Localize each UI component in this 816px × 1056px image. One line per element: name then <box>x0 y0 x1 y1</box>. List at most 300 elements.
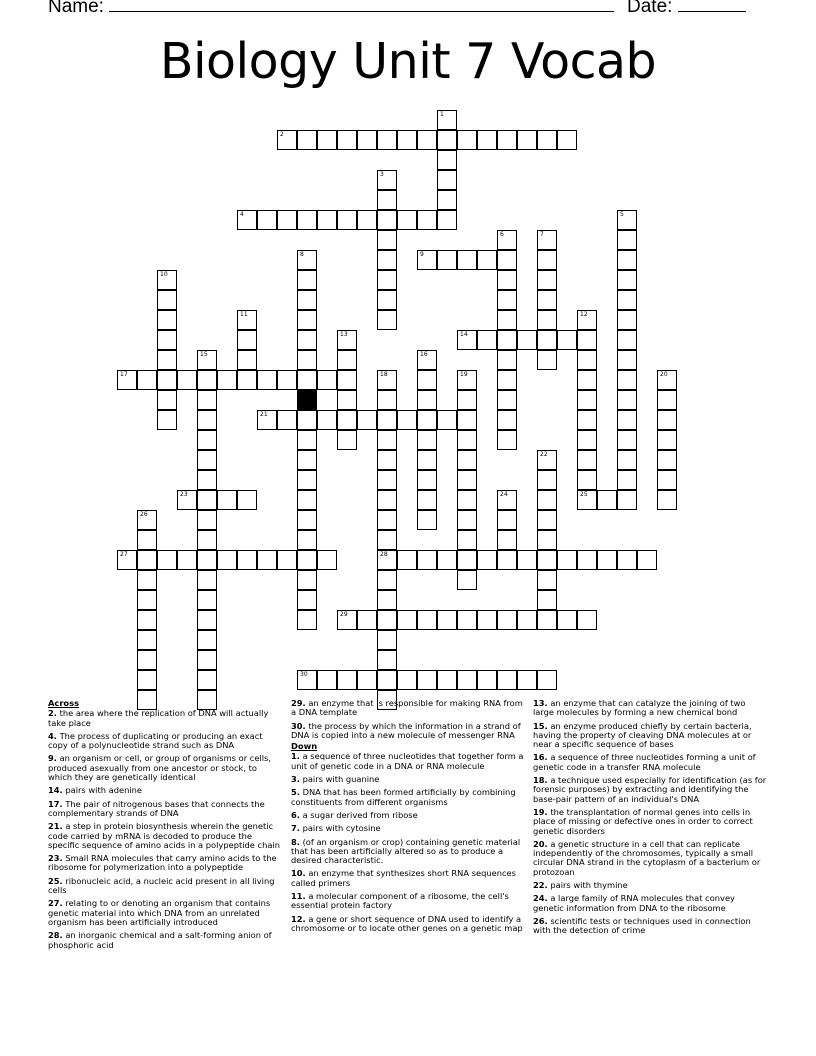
grid-cell[interactable] <box>577 550 597 570</box>
grid-cell[interactable] <box>597 490 617 510</box>
grid-cell[interactable] <box>137 530 157 550</box>
grid-cell[interactable] <box>157 410 177 430</box>
clue-item <box>291 838 524 866</box>
grid-cell[interactable] <box>377 410 397 430</box>
grid-cell[interactable] <box>297 490 317 510</box>
grid-cell[interactable] <box>617 210 637 230</box>
grid-cell[interactable] <box>377 390 397 410</box>
grid-cell[interactable] <box>457 370 477 390</box>
grid-cell[interactable] <box>417 610 437 630</box>
grid-cell[interactable] <box>137 610 157 630</box>
grid-cell[interactable] <box>417 670 437 690</box>
grid-cell[interactable] <box>537 530 557 550</box>
grid-cell[interactable] <box>657 410 677 430</box>
grid-cell[interactable] <box>437 670 457 690</box>
grid-cell[interactable] <box>137 630 157 650</box>
grid-cell[interactable] <box>437 610 457 630</box>
grid-cell[interactable] <box>617 490 637 510</box>
clues-column-1 <box>48 699 283 954</box>
grid-cell[interactable] <box>437 130 457 150</box>
clue-number: 10. <box>291 868 306 879</box>
grid-cell[interactable] <box>337 410 357 430</box>
grid-cell[interactable] <box>377 590 397 610</box>
grid-cell[interactable] <box>437 190 457 210</box>
grid-cell[interactable] <box>377 610 397 630</box>
grid-cell[interactable] <box>557 610 577 630</box>
grid-cell[interactable] <box>417 550 437 570</box>
grid-cell[interactable] <box>617 330 637 350</box>
grid-cell[interactable] <box>297 590 317 610</box>
grid-cell[interactable] <box>337 370 357 390</box>
grid-cell[interactable] <box>197 590 217 610</box>
clue-item <box>48 732 283 751</box>
grid-cell[interactable] <box>437 170 457 190</box>
grid-cell[interactable] <box>377 310 397 330</box>
grid-cell[interactable] <box>497 130 517 150</box>
grid-cell[interactable] <box>617 290 637 310</box>
grid-cell[interactable] <box>497 330 517 350</box>
cell-number: 27 <box>120 551 128 558</box>
grid-cell[interactable] <box>277 550 297 570</box>
clue-text: a sequence of three nucleotides that together form a unit of genetic code in a DNA or RNA molecule <box>291 751 524 771</box>
grid-cell[interactable] <box>137 670 157 690</box>
grid-cell[interactable] <box>157 270 177 290</box>
clue-item <box>48 754 283 782</box>
grid-cell[interactable] <box>297 250 317 270</box>
grid-cell[interactable] <box>197 610 217 630</box>
grid-cell[interactable] <box>237 310 257 330</box>
grid-cell[interactable] <box>497 370 517 390</box>
grid-cell[interactable] <box>417 430 437 450</box>
grid-cell[interactable] <box>157 370 177 390</box>
grid-cell[interactable] <box>397 130 417 150</box>
grid-cell[interactable] <box>157 550 177 570</box>
grid-cell[interactable] <box>417 450 437 470</box>
grid-cell[interactable] <box>577 330 597 350</box>
grid-cell[interactable] <box>577 370 597 390</box>
grid-cell[interactable] <box>577 310 597 330</box>
grid-cell[interactable] <box>417 510 437 530</box>
grid-cell[interactable] <box>537 510 557 530</box>
grid-cell[interactable] <box>297 510 317 530</box>
grid-cell[interactable] <box>617 350 637 370</box>
grid-cell[interactable] <box>617 550 637 570</box>
grid-cell[interactable] <box>477 550 497 570</box>
grid-cell[interactable] <box>137 510 157 530</box>
grid-cell[interactable] <box>237 210 257 230</box>
grid-cell[interactable] <box>457 470 477 490</box>
grid-cell[interactable] <box>157 290 177 310</box>
clue-text: an enzyme that can catalyze the joining of two large molecules by forming a new chemical bond <box>533 698 746 718</box>
grid-cell[interactable] <box>297 130 317 150</box>
grid-cell[interactable] <box>197 510 217 530</box>
grid-cell[interactable] <box>457 410 477 430</box>
grid-cell[interactable] <box>457 530 477 550</box>
grid-cell[interactable] <box>617 270 637 290</box>
grid-cell[interactable] <box>337 350 357 370</box>
grid-cell[interactable] <box>357 610 377 630</box>
clue-number: 14. <box>48 785 63 796</box>
grid-cell[interactable] <box>237 490 257 510</box>
grid-cell[interactable] <box>437 150 457 170</box>
grid-cell[interactable] <box>477 130 497 150</box>
grid-cell[interactable] <box>437 550 457 570</box>
grid-cell[interactable] <box>317 410 337 430</box>
clue-item <box>291 824 524 833</box>
grid-cell[interactable] <box>217 490 237 510</box>
grid-cell[interactable] <box>277 130 297 150</box>
grid-cell[interactable] <box>537 250 557 270</box>
grid-cell[interactable] <box>497 310 517 330</box>
grid-cell[interactable] <box>137 370 157 390</box>
grid-cell[interactable] <box>417 490 437 510</box>
grid-cell[interactable] <box>197 650 217 670</box>
grid-cell[interactable] <box>277 370 297 390</box>
grid-cell[interactable] <box>617 410 637 430</box>
grid-cell[interactable] <box>657 490 677 510</box>
grid-cell[interactable] <box>497 350 517 370</box>
grid-cell[interactable] <box>457 330 477 350</box>
grid-cell[interactable] <box>237 350 257 370</box>
grid-cell[interactable] <box>457 510 477 530</box>
grid-cell[interactable] <box>397 210 417 230</box>
grid-cell[interactable] <box>537 570 557 590</box>
grid-cell[interactable] <box>357 670 377 690</box>
grid-cell[interactable] <box>457 610 477 630</box>
grid-cell[interactable] <box>237 370 257 390</box>
grid-cell[interactable] <box>377 230 397 250</box>
grid-cell[interactable] <box>437 210 457 230</box>
grid-cell[interactable] <box>577 410 597 430</box>
grid-cell[interactable] <box>377 510 397 530</box>
grid-cell[interactable] <box>377 370 397 390</box>
grid-cell[interactable] <box>597 550 617 570</box>
cell-number: 7 <box>540 231 544 238</box>
grid-cell[interactable] <box>217 370 237 390</box>
grid-cell[interactable] <box>157 330 177 350</box>
grid-cell[interactable] <box>377 670 397 690</box>
grid-cell[interactable] <box>197 350 217 370</box>
grid-cell[interactable] <box>197 430 217 450</box>
grid-cell[interactable] <box>537 290 557 310</box>
grid-cell[interactable] <box>397 410 417 430</box>
grid-cell[interactable] <box>377 290 397 310</box>
grid-cell[interactable] <box>377 530 397 550</box>
cell-number: 6 <box>500 231 504 238</box>
grid-cell[interactable] <box>537 550 557 570</box>
grid-cell[interactable] <box>297 610 317 630</box>
grid-cell[interactable] <box>477 610 497 630</box>
grid-cell[interactable] <box>137 570 157 590</box>
grid-cell[interactable] <box>457 670 477 690</box>
grid-cell[interactable] <box>617 430 637 450</box>
clue-item <box>533 917 768 936</box>
grid-cell[interactable] <box>537 470 557 490</box>
grid-cell[interactable] <box>517 610 537 630</box>
grid-cell[interactable] <box>377 550 397 570</box>
grid-cell[interactable] <box>377 490 397 510</box>
grid-cell[interactable] <box>177 370 197 390</box>
grid-cell[interactable] <box>417 370 437 390</box>
cell-number: 26 <box>140 511 148 518</box>
grid-cell[interactable] <box>137 650 157 670</box>
grid-cell[interactable] <box>577 390 597 410</box>
grid-cell[interactable] <box>477 670 497 690</box>
grid-cell[interactable] <box>297 270 317 290</box>
grid-cell[interactable] <box>537 230 557 250</box>
grid-cell[interactable] <box>537 310 557 330</box>
cell-number: 9 <box>420 251 424 258</box>
grid-cell[interactable] <box>297 330 317 350</box>
grid-cell[interactable] <box>117 370 137 390</box>
grid-cell[interactable] <box>497 390 517 410</box>
grid-cell[interactable] <box>557 130 577 150</box>
clue-number: 12. <box>291 913 306 924</box>
grid-cell[interactable] <box>417 470 437 490</box>
grid-cell[interactable] <box>517 670 537 690</box>
grid-cell[interactable] <box>557 550 577 570</box>
grid-cell[interactable] <box>297 450 317 470</box>
grid-cell[interactable] <box>637 550 657 570</box>
grid-cell[interactable] <box>277 210 297 230</box>
grid-cell[interactable] <box>477 330 497 350</box>
grid-cell[interactable] <box>217 550 237 570</box>
grid-cell[interactable] <box>237 330 257 350</box>
grid-cell[interactable] <box>457 390 477 410</box>
grid-cell[interactable] <box>497 250 517 270</box>
grid-cell[interactable] <box>437 250 457 270</box>
grid-cell[interactable] <box>577 350 597 370</box>
grid-cell[interactable] <box>297 350 317 370</box>
grid-cell[interactable] <box>477 250 497 270</box>
grid-cell[interactable] <box>537 330 557 350</box>
grid-cell[interactable] <box>197 670 217 690</box>
grid-cell[interactable] <box>137 550 157 570</box>
grid-cell[interactable] <box>617 450 637 470</box>
down-heading: Down <box>291 741 318 752</box>
grid-cell[interactable] <box>457 570 477 590</box>
clue-item <box>291 811 524 820</box>
clue-text: an organism or cell, or group of organisms or cells, produced asexually from one ancestor or stock, to which they are genetically identical <box>48 753 272 783</box>
grid-cell[interactable] <box>257 550 277 570</box>
clue-text: Small RNA molecules that carry amino acids to the ribosome for polymerization into a polypeptide <box>48 853 277 873</box>
grid-cell[interactable] <box>417 350 437 370</box>
grid-cell[interactable] <box>177 490 197 510</box>
grid-cell[interactable] <box>337 610 357 630</box>
grid-cell[interactable] <box>377 250 397 270</box>
grid-cell[interactable] <box>317 210 337 230</box>
grid-cell[interactable] <box>537 270 557 290</box>
grid-cell[interactable] <box>357 130 377 150</box>
grid-cell[interactable] <box>497 670 517 690</box>
grid-cell[interactable] <box>577 490 597 510</box>
grid-cell[interactable] <box>417 250 437 270</box>
grid-cell[interactable] <box>617 250 637 270</box>
clue-number: 9. <box>48 753 57 764</box>
grid-cell[interactable] <box>397 670 417 690</box>
grid-cell[interactable] <box>337 130 357 150</box>
grid-cell[interactable] <box>197 410 217 430</box>
grid-cell[interactable] <box>657 450 677 470</box>
grid-cell[interactable] <box>377 190 397 210</box>
grid-cell[interactable] <box>497 230 517 250</box>
grid-cell[interactable] <box>297 570 317 590</box>
grid-cell[interactable] <box>197 490 217 510</box>
grid-cell[interactable] <box>457 430 477 450</box>
grid-cell[interactable] <box>417 390 437 410</box>
grid-cell[interactable] <box>197 530 217 550</box>
grid-cell[interactable] <box>337 210 357 230</box>
cell-number: 23 <box>180 491 188 498</box>
grid-cell[interactable] <box>197 570 217 590</box>
name-label: Name: <box>48 0 104 17</box>
grid-cell[interactable] <box>377 210 397 230</box>
grid-cell[interactable] <box>357 210 377 230</box>
grid-cell[interactable] <box>297 470 317 490</box>
clue-number: 4. <box>48 730 57 741</box>
grid-cell[interactable] <box>537 610 557 630</box>
clue-item <box>533 776 768 804</box>
clue-item <box>291 869 524 888</box>
grid-cell[interactable] <box>437 110 457 130</box>
clue-text: pairs with cytosine <box>299 823 381 834</box>
grid-cell[interactable] <box>617 370 637 390</box>
grid-cell[interactable] <box>297 410 317 430</box>
grid-cell[interactable] <box>657 430 677 450</box>
grid-cell[interactable] <box>577 470 597 490</box>
grid-cell[interactable] <box>137 590 157 610</box>
grid-cell[interactable] <box>257 410 277 430</box>
grid-cell[interactable] <box>577 610 597 630</box>
grid-cell[interactable] <box>317 130 337 150</box>
grid-cell[interactable] <box>457 130 477 150</box>
grid-cell[interactable] <box>457 250 477 270</box>
grid-cell[interactable] <box>197 450 217 470</box>
grid-cell[interactable] <box>377 630 397 650</box>
clue-number: 13. <box>533 698 548 708</box>
grid-cell[interactable] <box>517 550 537 570</box>
grid-cell[interactable] <box>337 330 357 350</box>
grid-cell[interactable] <box>197 370 217 390</box>
grid-cell[interactable] <box>337 430 357 450</box>
grid-cell[interactable] <box>197 550 217 570</box>
clue-item <box>291 915 524 934</box>
grid-cell[interactable] <box>557 330 577 350</box>
grid-cell[interactable] <box>237 550 257 570</box>
grid-cell[interactable] <box>157 310 177 330</box>
clue-text: DNA that has been formed artificially by combining constituents from different organisms <box>291 787 516 807</box>
grid-cell[interactable] <box>317 670 337 690</box>
clues-column-3 <box>533 699 768 940</box>
grid-cell[interactable] <box>257 210 277 230</box>
grid-cell[interactable] <box>177 550 197 570</box>
grid-cell[interactable] <box>577 450 597 470</box>
grid-cell[interactable] <box>297 530 317 550</box>
grid-cell[interactable] <box>117 550 137 570</box>
grid-cell[interactable] <box>617 390 637 410</box>
grid-cell[interactable] <box>277 410 297 430</box>
grid-cell[interactable] <box>497 610 517 630</box>
grid-cell[interactable] <box>517 130 537 150</box>
clue-item <box>291 722 524 741</box>
grid-cell[interactable] <box>457 450 477 470</box>
clue-number: 17. <box>48 798 63 809</box>
grid-cell[interactable] <box>297 550 317 570</box>
grid-cell[interactable] <box>417 210 437 230</box>
grid-cell[interactable] <box>197 390 217 410</box>
grid-cell[interactable] <box>157 350 177 370</box>
grid-cell[interactable] <box>377 130 397 150</box>
grid-cell[interactable] <box>537 490 557 510</box>
grid-cell[interactable] <box>537 590 557 610</box>
grid-cell[interactable] <box>377 470 397 490</box>
grid-cell[interactable] <box>297 290 317 310</box>
grid-cell[interactable] <box>197 630 217 650</box>
grid-cell[interactable] <box>497 490 517 510</box>
grid-cell[interactable] <box>297 210 317 230</box>
grid-cell[interactable] <box>437 410 457 430</box>
grid-cell[interactable] <box>497 510 517 530</box>
grid-cell[interactable] <box>657 370 677 390</box>
grid-cell[interactable] <box>157 390 177 410</box>
grid-cell[interactable] <box>257 370 277 390</box>
grid-cell[interactable] <box>657 390 677 410</box>
clue-text: a sequence of three nucleotides forming a unit of genetic code in a transfer RNA molecule <box>533 752 756 772</box>
grid-cell[interactable] <box>497 290 517 310</box>
grid-cell[interactable] <box>297 370 317 390</box>
grid-cell[interactable] <box>457 490 477 510</box>
grid-cell[interactable] <box>317 370 337 390</box>
grid-cell[interactable] <box>497 530 517 550</box>
cell-number: 16 <box>420 351 428 358</box>
grid-cell[interactable] <box>297 310 317 330</box>
grid-cell[interactable] <box>617 230 637 250</box>
grid-cell[interactable] <box>537 670 557 690</box>
grid-cell[interactable] <box>657 470 677 490</box>
grid-cell[interactable] <box>577 430 597 450</box>
grid-cell[interactable] <box>397 610 417 630</box>
grid-cell[interactable] <box>377 270 397 290</box>
grid-cell[interactable] <box>297 670 317 690</box>
grid-cell[interactable] <box>377 570 397 590</box>
grid-cell[interactable] <box>357 410 377 430</box>
grid-cell[interactable] <box>417 410 437 430</box>
grid-cell[interactable] <box>617 310 637 330</box>
grid-cell[interactable] <box>377 430 397 450</box>
grid-cell[interactable] <box>497 410 517 430</box>
grid-cell[interactable] <box>617 470 637 490</box>
grid-cell[interactable] <box>457 550 477 570</box>
grid-cell[interactable] <box>537 130 557 150</box>
grid-cell[interactable] <box>197 470 217 490</box>
cell-number: 3 <box>380 171 384 178</box>
grid-cell[interactable] <box>497 270 517 290</box>
grid-cell[interactable] <box>537 350 557 370</box>
grid-cell[interactable] <box>417 130 437 150</box>
grid-cell[interactable] <box>337 670 357 690</box>
grid-cell[interactable] <box>537 450 557 470</box>
grid-cell[interactable] <box>497 550 517 570</box>
grid-cell[interactable] <box>317 550 337 570</box>
grid-cell[interactable] <box>337 390 357 410</box>
grid-cell[interactable] <box>517 330 537 350</box>
grid-cell[interactable] <box>377 650 397 670</box>
grid-cell[interactable] <box>297 430 317 450</box>
grid-cell[interactable] <box>397 550 417 570</box>
grid-cell[interactable] <box>377 170 397 190</box>
grid-cell[interactable] <box>377 450 397 470</box>
grid-cell[interactable] <box>497 430 517 450</box>
